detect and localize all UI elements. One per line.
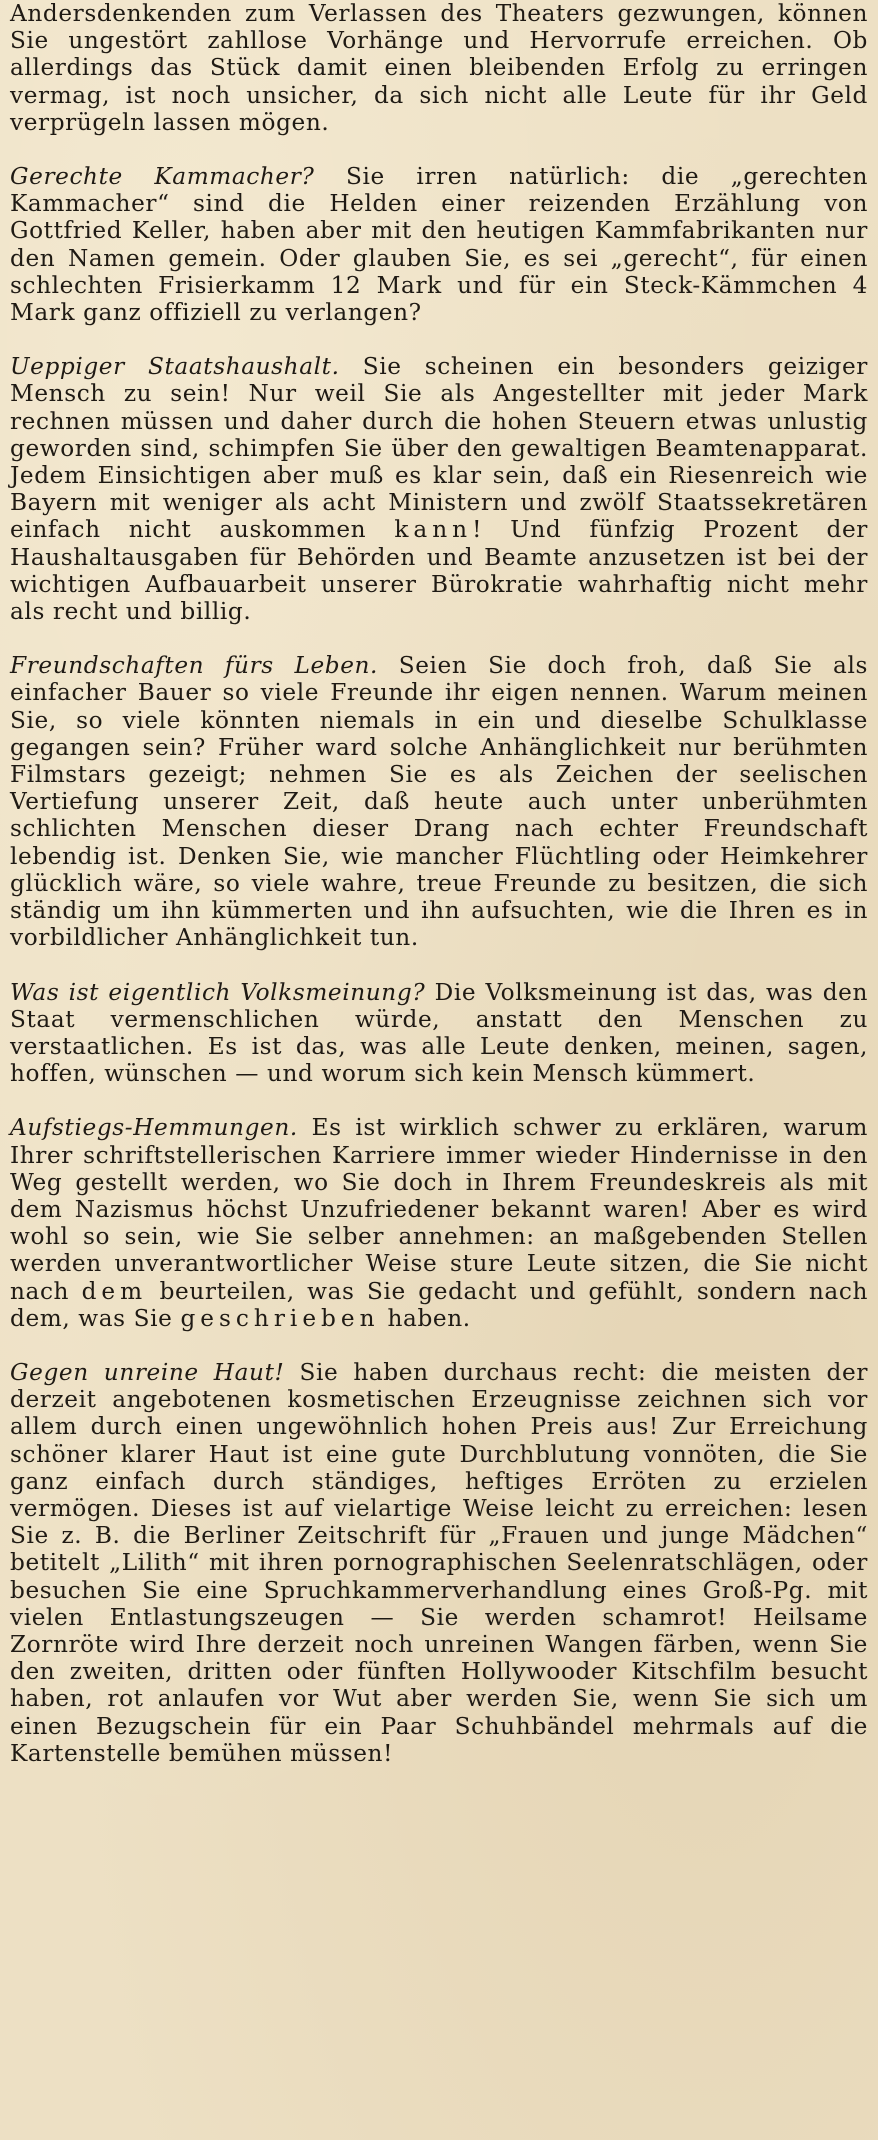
section-volksmeinung (10, 979, 868, 1088)
section-text: haben. (379, 1304, 471, 1332)
section-text: beurteilen, was Sie gedacht und gefühlt, sondern nach dem, was Sie (10, 1277, 868, 1332)
section-unreine-haut (10, 1359, 868, 1767)
section-text: Sie haben durchaus recht: die meisten der derzeit angebotenen kosmetischen Erzeugnisse zeichnen sich vor allem durch einen ungewöhnlich hohen Preis aus! Zur Erreichung schöner klarer Haut ist eine gute Durchblutung vonnöten, die Sie ganz einfach durch ständiges, heftiges Erröten zu erzielen vermögen. Dieses ist auf vielartige Weise leicht zu erreichen: lesen Sie z. B. die Berliner Zeitschrift für „Frauen und junge Mädchen“ betitelt „Lilith“ mit ihren pornographischen Seelenratschlägen, oder besuchen Sie eine Spruchkammerverhandlung eines Groß-Pg. mit vielen Entlastungszeugen — Sie werden schamrot! Heilsame Zornröte wird Ihre derzeit noch unreinen Wangen färben, wenn Sie den zweiten, dritten oder fünften Hollywooder Kitschfilm besucht haben, rot anlaufen vor Wut aber werden Sie, wenn Sie sich um einen Bezugschein für ein Paar Schuhbändel mehrmals auf die Kartenstelle bemühen müssen! (10, 1358, 869, 1767)
section-gerechte-kammacher (10, 163, 868, 326)
section-heading: Freundschaften fürs Leben. (10, 652, 379, 680)
continued-paragraph (10, 0, 868, 136)
emphasized-word: geschrieben (180, 1304, 380, 1332)
paragraph-text: Andersdenkenden zum Verlassen des Theaters gezwungen, können Sie ungestört zahllose Vorhänge und Hervorrufe erreichen. Ob allerdings das Stück damit einen bleibenden Erfolg zu erringen vermag, ist noch unsicher, da sich nicht alle Leute für ihr Geld verprügeln lassen mögen. (10, 0, 868, 136)
section-text: Sie irren natürlich: die „gerechten Kammacher“ sind die Helden einer reizenden Erzählung von Gottfried Keller, haben aber mit den heutigen Kammfabrikanten nur den Namen gemein. Oder glauben Sie, es sei „gerecht“, für einen schlechten Frisierkamm 12 Mark und für ein Steck-Kämmchen 4 Mark ganz offiziell zu verlangen? (10, 163, 868, 327)
section-text: Es ist wirklich schwer zu erklären, warum Ihrer schriftstellerischen Karriere immer wieder Hindernisse in den Weg gestellt werden, wo Sie doch in Ihrem Freundeskreis als mit dem Nazismus höchst Unzufriedener bekannt waren! Aber es wird wohl so sein, wie Sie selber annehmen: an maßgebenden Stellen werden unverantwortlicher Weise sture Leute sitzen, die Sie nicht nach (10, 1114, 868, 1305)
section-heading: Aufstiegs-Hemmungen. (10, 1114, 298, 1142)
section-heading: Gerechte Kammacher? (10, 163, 315, 191)
section-heading: Was ist eigentlich Volksmeinung? (10, 978, 426, 1006)
section-staatshaushalt (10, 353, 868, 625)
section-aufstiegs-hemmungen (10, 1114, 868, 1332)
section-text: ! Und fünfzig Prozent der Haushaltausgaben für Behörden und Beamte anzusetzen ist bei der wichtigen Aufbauarbeit unserer Bürokratie wahrhaftig nicht mehr als recht und billig. (10, 516, 868, 626)
emphasized-word: kann (394, 516, 473, 544)
section-heading: Gegen unreine Haut! (10, 1358, 285, 1386)
section-text: Sie scheinen ein besonders geiziger Mensch zu sein! Nur weil Sie als Angestellter mit jeder Mark rechnen müssen und daher durch die hohen Steuern etwas unlustig geworden sind, schimpfen Sie über den gewaltigen Beamtenapparat. Jedem Einsichtigen aber muß es klar sein, daß ein Riesenreich wie Bayern mit weniger als acht Ministern und zwölf Staatssekretären einfach nicht auskommen (10, 353, 868, 544)
section-text: Seien Sie doch froh, daß Sie als einfacher Bauer so viele Freunde ihr eigen nennen. Warum meinen Sie, so viele könnten niemals in ein und dieselbe Schulklasse gegangen sein? Früher ward solche Anhänglichkeit nur berühmten Filmstars gezeigt; nehmen Sie es als Zeichen der seelischen Vertiefung unserer Zeit, daß heute auch unter unberühmten schlichten Menschen dieser Drang nach echter Freundschaft lebendig ist. Denken Sie, wie mancher Flüchtling oder Heimkehrer glücklich wäre, so viele wahre, treue Freunde zu besitzen, die sich ständig um ihn kümmerten und ihn aufsuchten, wie die Ihren es in vorbildlicher Anhänglichkeit tun. (10, 652, 869, 952)
emphasized-word: dem (81, 1277, 148, 1305)
section-heading: Ueppiger Staatshaushalt. (10, 353, 340, 381)
section-text: Die Volksmeinung ist das, was den Staat vermenschlichen würde, anstatt den Menschen zu verstaatlichen. Es ist das, was alle Leute denken, meinen, sagen, hoffen, wünschen — und worum sich kein Mensch kümmert. (10, 978, 868, 1088)
section-freundschaften (10, 652, 868, 951)
